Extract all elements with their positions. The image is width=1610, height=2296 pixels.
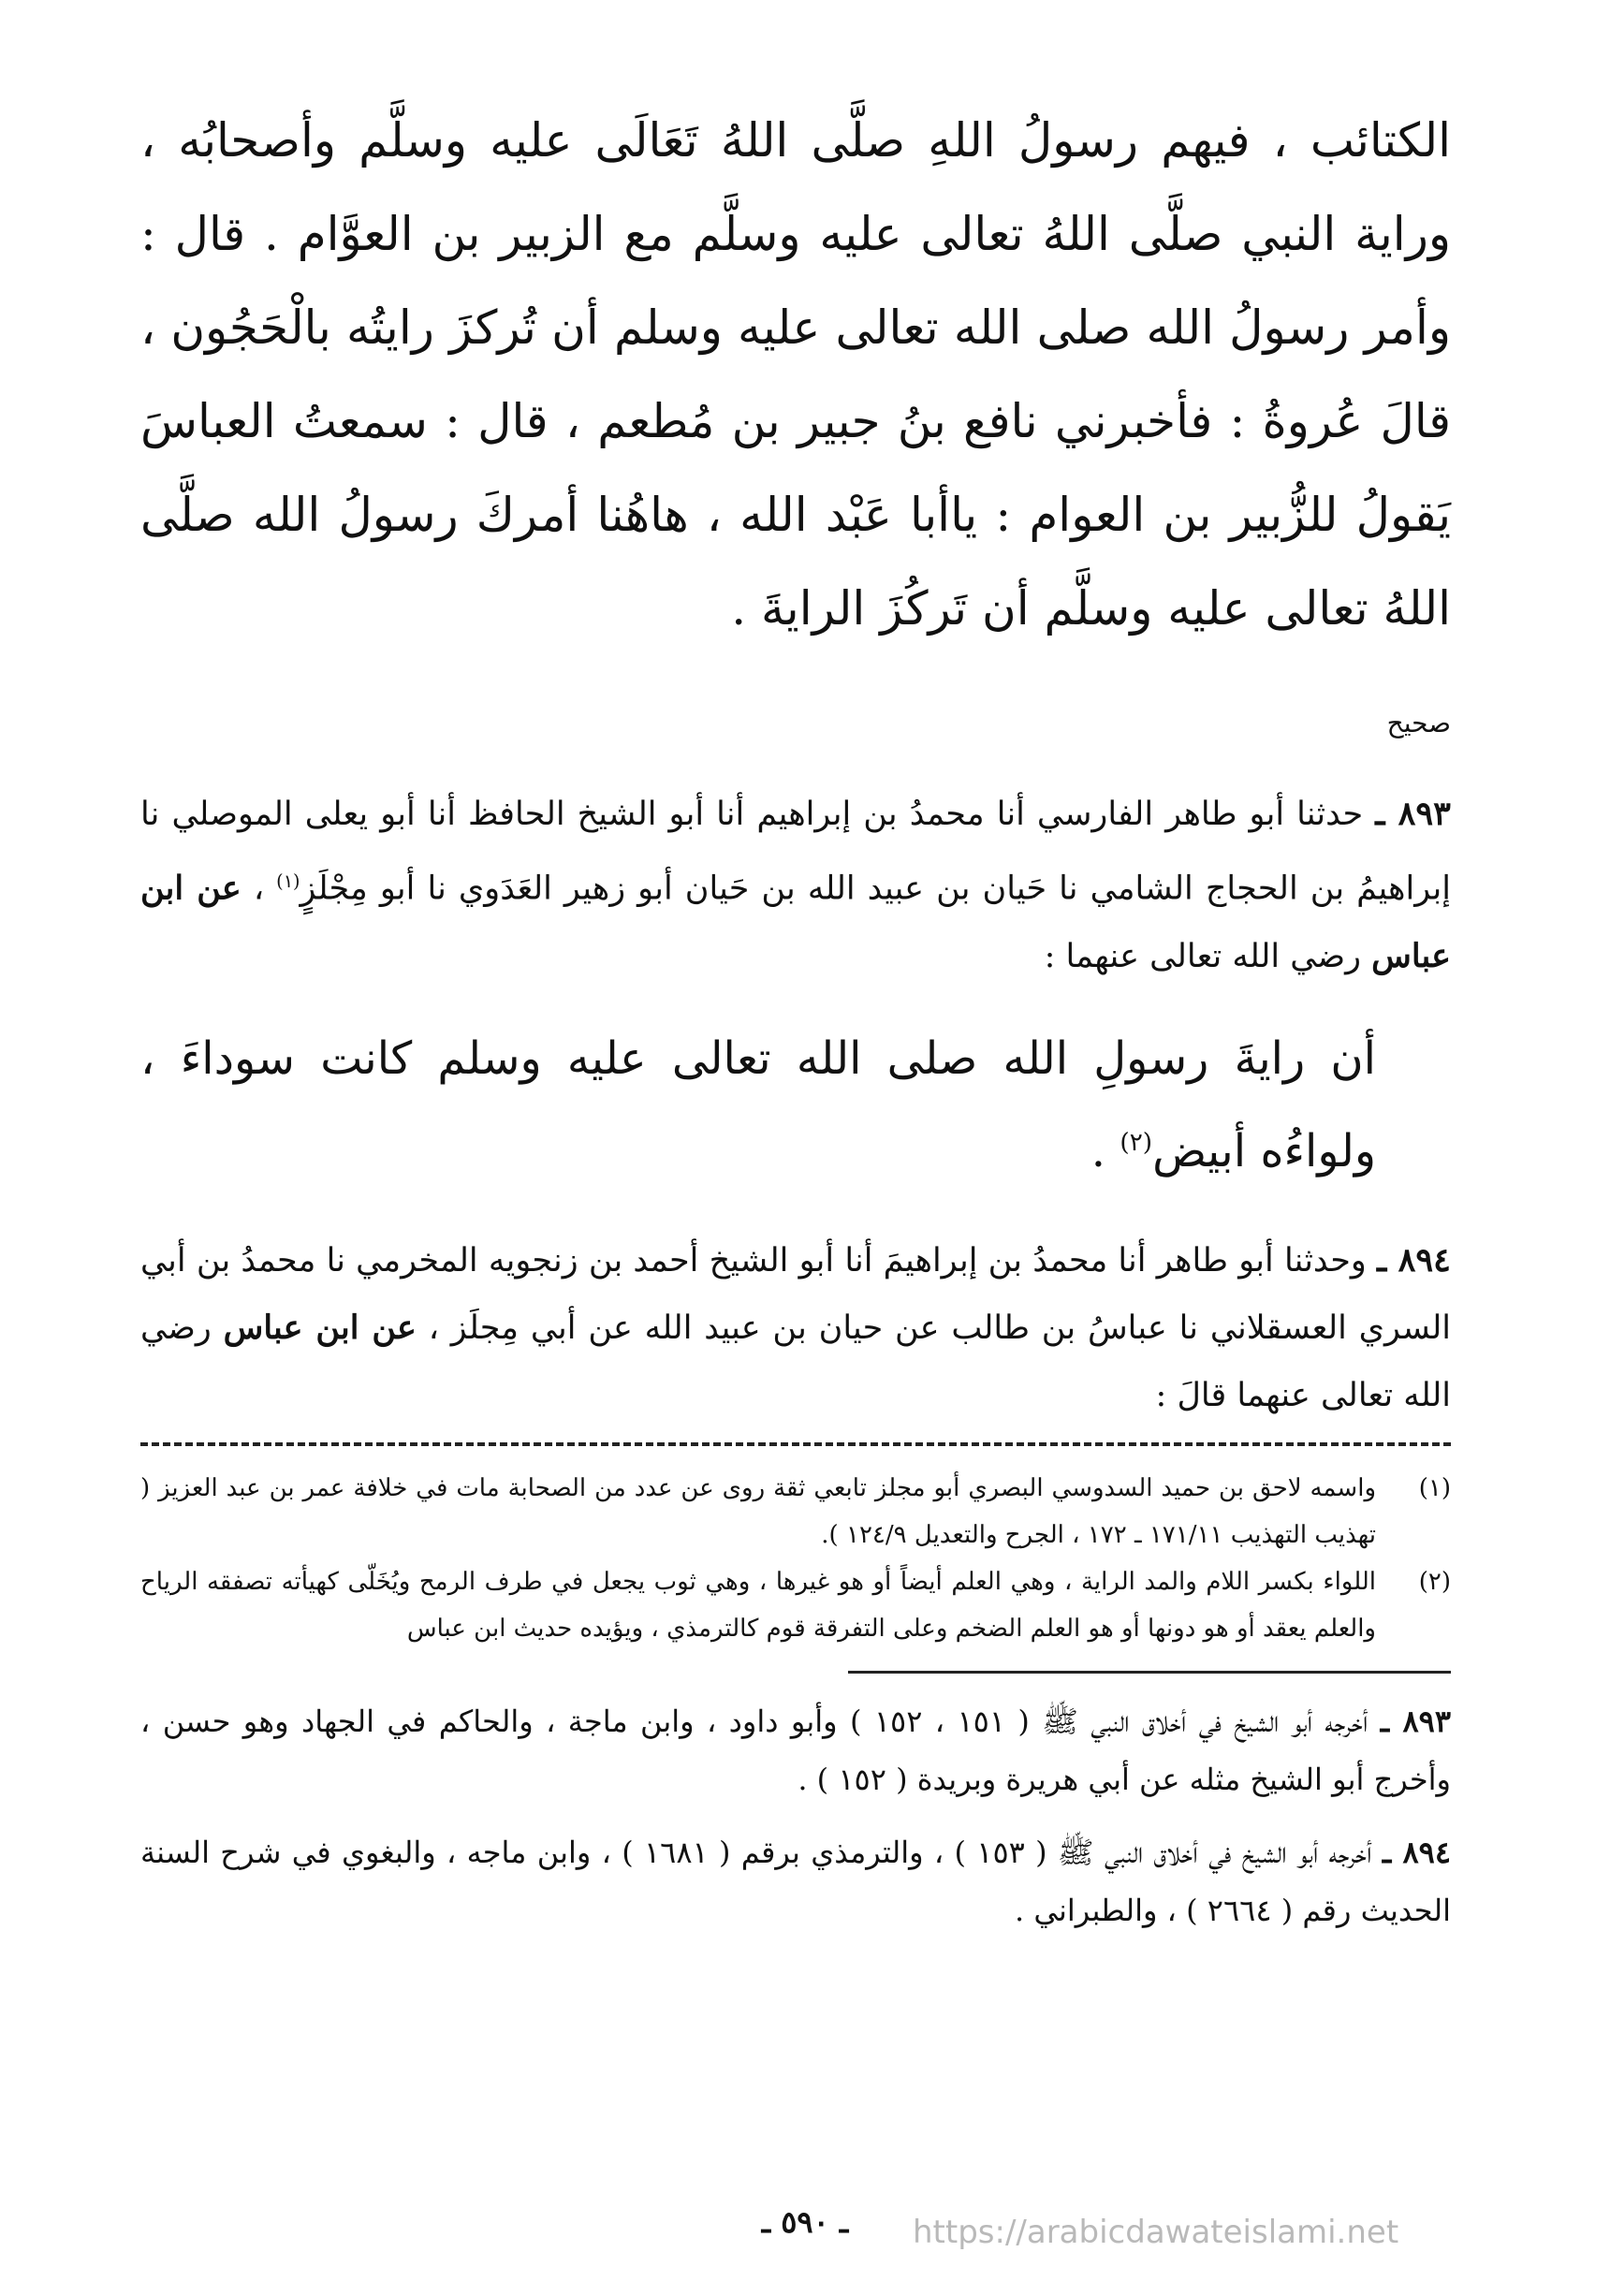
hadith-893-isnad bbox=[140, 781, 1451, 990]
continuation-paragraph: الكتائب ، فيهم رسولُ اللهِ صلَّى اللهُ تَعَالَى عليه وسلَّم وأصحابُه ، وراية النبي صلَّى اللهُ تعالى عليه وسلَّم مع الزبير بن العوَّام . قال : وأمر رسولُ الله صلى الله تعالى عليه وسلم أن تُركزَ رايتُه بالْحَجُون ، قالَ عُروةُ : فأخبرني نافع بنُ جبير بن مُطعم ، قال : سمعتُ العباسَ يَقولُ للزُّبير بن العوام : ياأبا عَبْد الله ، هاهُنا أمركَ رسولُ الله صلَّى اللهُ تعالى عليه وسلَّم أن تَركُزَ الرايةَ . bbox=[140, 113, 1451, 636]
takhrij-893-text: أخرجه أبو الشيخ في أخلاق النبي ﷺ ( ١٥١ ، ١٥٢ ) وأبو داود ، وابن ماجة ، والحاكم في الجهاد وهو حسن ، وأخرج أبو الشيخ مثله عن أبي هريرة وبريدة ( ١٥٢ ) . bbox=[140, 1703, 1451, 1797]
page-body bbox=[140, 94, 1451, 1954]
footnote-ref-1: (١) bbox=[276, 870, 300, 892]
takhrij-894-text: أخرجه أبو الشيخ في أخلاق النبي ﷺ ( ١٥٣ ) ، والترمذي برقم ( ١٦٨١ ) ، وابن ماجه ، والبغوي في شرح السنة الحديث رقم ( ٢٦٦٤ ) ، والطبراني . bbox=[140, 1834, 1451, 1928]
hadith-893-separator: ، bbox=[253, 870, 265, 908]
hadith-893-narrator: عن ابن عباس bbox=[140, 869, 1451, 975]
takhrij-893 bbox=[140, 1692, 1451, 1808]
footnote-2-text: اللواء بكسر اللام والمد الراية ، وهي العلم أيضاً أو هو غيرها ، وهي ثوب يجعل في طرف الرمح ويُخَلّى كهيأته تصفقه الرياح والعلم يعقد أو هو دونها أو هو العلم الضخم وعلى التفرقة قوم كالترمذي ، ويؤيده حديث ابن عباس bbox=[140, 1567, 1376, 1643]
footnote-separator bbox=[140, 1442, 1451, 1446]
takhrij-894-number: ٨٩٤ ـ bbox=[1382, 1834, 1452, 1870]
takhrij-894 bbox=[140, 1823, 1451, 1939]
hadith-893-isnad-end: رضي الله تعالى عنهما : bbox=[1044, 937, 1362, 975]
hadith-893-matn-text: أن رايةَ رسولِ الله صلى الله تعالى عليه وسلم كانت سوداءَ ، ولواءُه أبيض bbox=[140, 1031, 1376, 1177]
hadith-894-narrator: عن ابن عباس bbox=[223, 1308, 417, 1347]
hadith-894-isnad bbox=[140, 1227, 1451, 1429]
page-number: ـ ٥٩٠ ـ bbox=[761, 2204, 849, 2240]
footnote-ref-2: (٢) bbox=[1120, 1127, 1153, 1157]
footnote-1 bbox=[140, 1465, 1451, 1558]
takhrij-893-number: ٨٩٣ ـ bbox=[1380, 1703, 1452, 1739]
footnote-1-number: (١) bbox=[1418, 1473, 1451, 1502]
footnote-2-number: (٢) bbox=[1418, 1567, 1451, 1596]
hadith-893-isnad-text: حدثنا أبو طاهر الفارسي أنا محمدُ بن إبراهيم أنا أبو الشيخ الحافظ أنا أبو يعلى الموصلي نا إبراهيمُ بن الحجاج الشامي نا حَيان بن عبيد الله بن حَيان أبو زهير العَدَوي نا أبو مِجْلَزٍ bbox=[140, 796, 1451, 908]
footnote-1-text: واسمه لاحق بن حميد السدوسي البصري أبو مجلز تابعي ثقة روى عن عدد من الصحابة مات في خلافة عمر بن عبد العزيز ( تهذيب التهذيب ١٧١/١١ ـ ١٧٢ ، الجرح والتعديل ١٢٤/٩ ). bbox=[140, 1473, 1376, 1549]
hadith-893-matn bbox=[140, 1016, 1451, 1193]
grade-label: صحيح bbox=[1386, 708, 1451, 739]
takhrij-rule bbox=[848, 1671, 1451, 1674]
hadith-893-matn-end: . bbox=[1090, 1124, 1120, 1177]
hadith-894-number: ٨٩٤ ـ bbox=[1377, 1240, 1451, 1280]
hadith-894-isnad-text: وحدثنا أبو طاهر أنا محمدُ بن إبراهيمَ أنا أبو الشيخ أحمد بن زنجويه المخرمي نا محمدُ بن أبي السري العسقلاني نا عباسُ بن طالب عن حيان بن عبيد الله عن أبي مِجلَز ، bbox=[140, 1241, 1451, 1347]
hadith-894-isnad-end: رضي الله تعالى عنهما قالَ : bbox=[140, 1309, 1451, 1414]
footnote-2 bbox=[140, 1558, 1451, 1652]
watermark-url: https://arabicdawateislami.net bbox=[913, 2214, 1399, 2251]
hadith-893-number: ٨٩٣ ـ bbox=[1375, 795, 1451, 833]
